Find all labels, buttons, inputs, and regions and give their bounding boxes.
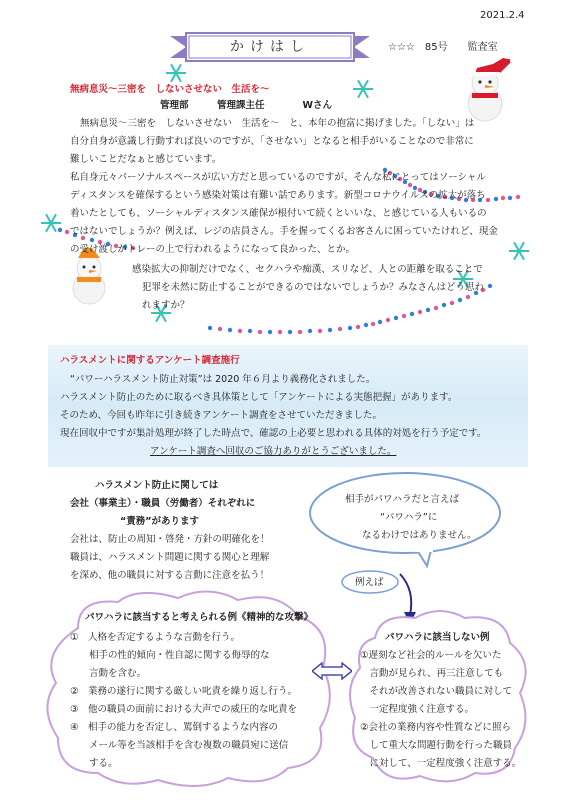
section2-line1: “パワーハラスメント防止対策”は 2020 年６月より義務化されました。	[70, 374, 376, 385]
section3-heading: ハラスメント防止に関しては	[95, 480, 219, 491]
snowflake-icon	[352, 78, 374, 100]
snowflake-icon	[508, 240, 530, 262]
example-label: 例えば	[355, 577, 384, 588]
bubble-line2: “パワハラ”に	[380, 512, 438, 523]
section2-line3: そのため、今回も昨年に引き続きアンケート調査をさせていただきました。	[60, 410, 383, 421]
snowflake-icon	[165, 62, 187, 84]
left-cloud-title: パワハラに該当すると考えられる例《精神的な攻撃》	[85, 612, 314, 623]
section1-byline: 管理部 管理課主任 Wさん	[160, 100, 332, 111]
section1-p2-line4: ではないでしょうか？例えば、レジの店員さん。手を握ってくるお客さんに困っていたけれど、現金	[70, 226, 498, 237]
right-cloud-item3: それが改善されない職員に対して	[360, 686, 513, 697]
section1-p2-line1: 私自身元々パーソナルスペースが広い方だと思っているのですが、そんな私にとってはソーシャル	[70, 172, 486, 183]
section1-p1-line1: 無病息災〜三密を しないさせない 生活を〜 と、本年の抱富に掲げました。「しない」は	[80, 118, 475, 129]
section1-p3-line1: 感染拡大の抑制だけでなく、セクハラや痴漢、スリなど、人との距離を取ることで	[132, 264, 483, 275]
section3-body-line1: 会社は、防止の周知・啓発・方針の明確化を！	[70, 534, 270, 545]
section3-line1: 会社（事業主）・職員（労働者）それぞれに	[70, 498, 256, 509]
left-cloud-item3: 言動を含む。	[70, 668, 147, 679]
snowflake-icon	[40, 212, 62, 234]
section1-heading: 無病息災〜三密を しないさせない 生活を〜	[70, 84, 270, 95]
bubble-line3: なるわけではありません。	[362, 530, 477, 541]
section3-body-line2: 職員は、ハラスメント問題に関する関心と理解	[70, 552, 270, 563]
section2-thanks: アンケート調査へ回収のご協力ありがとうございました。	[150, 446, 397, 457]
section1-p2-line2: ディスタンスを確保するという感染対策は有難い話であります。新型コロナウイルスの拡大が落ち	[70, 190, 486, 201]
newsletter-title-banner	[170, 32, 370, 62]
left-cloud-item8: する。	[70, 758, 118, 769]
right-cloud-item2: 言動が見られ、再三注意しても	[360, 668, 504, 679]
left-cloud-item5: ③ 他の職員の面前における大声での威圧的な叱責を	[70, 704, 298, 715]
right-cloud-title: パワハラに該当しない例	[385, 632, 490, 643]
right-cloud-item1: ①遅刻など社会的ルールを欠いた	[360, 650, 502, 661]
section2-line2: ハラスメント防止のために取るべき具体策として「アンケートによる実態把握」があります。	[60, 392, 458, 403]
section1-p2-line3: 着いたとしても、ソーシャルディスタンス確保が根付いて続くといいな、と感じている人もいるの	[70, 208, 487, 219]
right-cloud-item4: 一定程度強く注意する。	[360, 704, 475, 715]
right-cloud-item7: に対して、一定程度強く注意する。	[360, 758, 522, 769]
section1-p2-line5: の受け渡しがトレーの上で行われるようになって良かった、とか。	[70, 244, 356, 255]
left-cloud-item1: ① 人格を否定するような言動を行う。	[70, 632, 241, 643]
left-cloud-item7: メール等を当該相手を含む複数の職員宛に送信	[70, 740, 289, 751]
section3-line2: “責務”があります	[120, 516, 199, 527]
bubble-line1: 相手がパワハラだと言えば	[345, 494, 460, 505]
section2-heading: ハラスメントに関するアンケート調査施行	[60, 355, 240, 366]
section1-p1-line2: 自分自身が意識し行動すれば良いのですが、「させない」となると相手がいることなので非常に	[70, 136, 474, 147]
issue-date: 2021.2.4	[480, 10, 525, 21]
section2-line4: 現在回収中ですが集計処理が終了した時点で、確認の上必要と思われる具体的対処を行う予定です。	[60, 428, 487, 439]
section3-body-line3: を深め、他の職員に対する言動に注意を払う！	[70, 570, 270, 581]
right-cloud-item6: して重大な問題行動を行った職員	[360, 740, 513, 751]
newsletter-title: かけはし	[230, 39, 310, 55]
section1-p3-line2: 犯罪を未然に防止することができるのではないでしょうか？みなさんはどう思わ	[142, 282, 485, 293]
left-cloud-item6: ④ 相手の能力を否定し、罵倒するような内容の	[70, 722, 279, 733]
snowman-icon	[455, 58, 525, 123]
snowman-icon	[62, 248, 117, 308]
issue-line: ☆☆☆ 85号 監査室	[388, 42, 498, 53]
section1-p1-line3: 難しいことだなぁと感じています。	[70, 154, 222, 165]
right-cloud-item5: ②会社の業務内容や性質などに照ら	[360, 722, 512, 733]
left-cloud-item4: ② 業務の遂行に関する厳しい叱責を繰り返し行う。	[70, 686, 298, 697]
left-cloud-item2: 相手の性的傾向・性自認に関する侮辱的な	[70, 650, 270, 661]
section1-p3-line3: れますか？	[142, 300, 190, 311]
